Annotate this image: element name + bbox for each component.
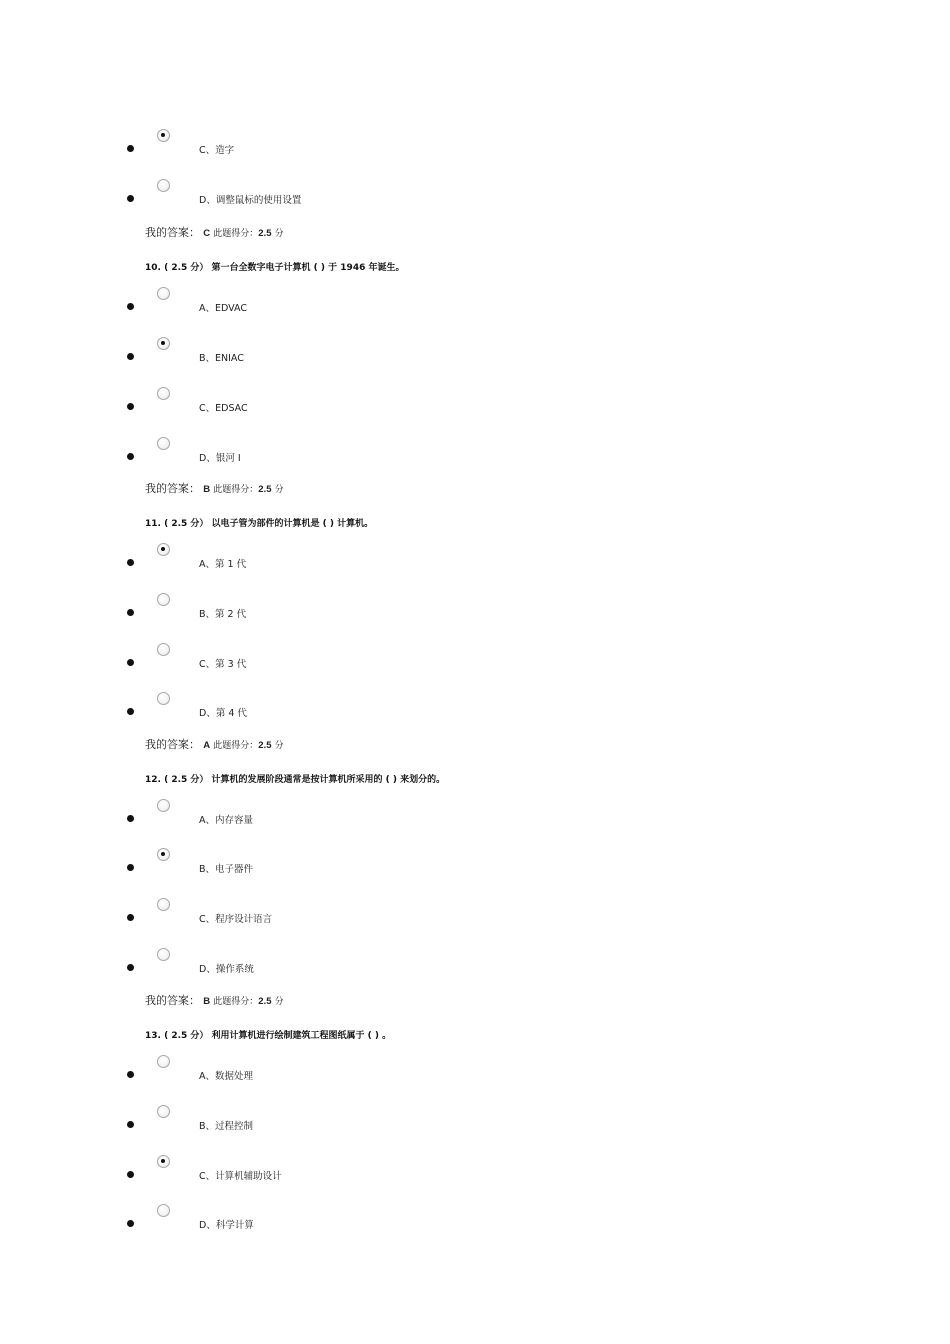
radio-button[interactable] (157, 898, 170, 911)
option-label: C、造字 (199, 145, 235, 156)
q10-option-a[interactable] (0, 287, 950, 327)
q10-title: 10. ( 2.5 分） 第一台全数字电子计算机 ( ) 于 1946 年诞生。 (145, 263, 405, 273)
option-label: C、第 3 代 (199, 659, 247, 670)
radio-button[interactable] (157, 1155, 170, 1168)
score-label: 此题得分： (213, 485, 259, 495)
q9-answer-line (145, 225, 284, 241)
option-label: A、第 1 代 (199, 559, 247, 570)
score-unit: 分 (274, 229, 284, 239)
bullet-icon (127, 195, 134, 202)
option-label: D、调整鼠标的使用设置 (199, 195, 302, 206)
score-value: 2.5 (258, 484, 272, 495)
bullet-icon (127, 609, 134, 616)
q12-answer-line (145, 993, 284, 1009)
bullet-icon (127, 708, 134, 715)
radio-button[interactable] (157, 437, 170, 450)
q10-option-b[interactable] (0, 337, 950, 377)
radio-button[interactable] (157, 337, 170, 350)
bullet-icon (127, 403, 134, 410)
q11-answer-line (145, 737, 284, 753)
q13-option-c[interactable] (0, 1155, 950, 1195)
bullet-icon (127, 559, 134, 566)
bullet-icon (127, 1121, 134, 1128)
option-label: B、过程控制 (199, 1121, 254, 1132)
bullet-icon (127, 1071, 134, 1078)
score-unit: 分 (274, 741, 284, 751)
answer-prefix: 我的答案： (145, 994, 200, 1007)
q12-option-c[interactable] (0, 898, 950, 938)
radio-button[interactable] (157, 948, 170, 961)
bullet-icon (127, 145, 134, 152)
option-label: D、第 4 代 (199, 708, 247, 719)
q11-option-d[interactable] (0, 692, 950, 732)
score-unit: 分 (274, 997, 284, 1007)
score-label: 此题得分： (213, 997, 259, 1007)
q13-title: 13. ( 2.5 分） 利用计算机进行绘制建筑工程图纸属于 ( ) 。 (145, 1031, 392, 1041)
q11-option-a[interactable] (0, 543, 950, 583)
option-label: D、操作系统 (199, 964, 254, 975)
radio-button[interactable] (157, 287, 170, 300)
option-label: D、银河 I (199, 453, 241, 464)
q10-option-d[interactable] (0, 437, 950, 477)
option-label: C、EDSAC (199, 403, 248, 414)
radio-button[interactable] (157, 1055, 170, 1068)
q9-option-c[interactable] (0, 129, 950, 169)
q10-answer-line (145, 481, 284, 497)
bullet-icon (127, 1171, 134, 1178)
answer-prefix: 我的答案： (145, 482, 200, 495)
bullet-icon (127, 353, 134, 360)
q11-title: 11. ( 2.5 分） 以电子管为部件的计算机是 ( ) 计算机。 (145, 519, 374, 529)
radio-button[interactable] (157, 179, 170, 192)
score-unit: 分 (274, 485, 284, 495)
radio-button[interactable] (157, 129, 170, 142)
bullet-icon (127, 453, 134, 460)
answer-prefix: 我的答案： (145, 226, 200, 239)
answer-value: B (203, 484, 211, 495)
q11-option-b[interactable] (0, 593, 950, 633)
bullet-icon (127, 303, 134, 310)
score-value: 2.5 (258, 740, 272, 751)
q13-option-a[interactable] (0, 1055, 950, 1095)
score-label: 此题得分： (213, 229, 259, 239)
bullet-icon (127, 1220, 134, 1227)
score-value: 2.5 (258, 228, 272, 239)
q13-option-d[interactable] (0, 1204, 950, 1244)
radio-button[interactable] (157, 1105, 170, 1118)
q12-title: 12. ( 2.5 分） 计算机的发展阶段通常是按计算机所采用的 ( ) 来划分的。 (145, 775, 446, 785)
radio-button[interactable] (157, 1204, 170, 1217)
radio-button[interactable] (157, 387, 170, 400)
option-label: B、第 2 代 (199, 609, 247, 620)
q12-option-b[interactable] (0, 848, 950, 888)
radio-button[interactable] (157, 543, 170, 556)
bullet-icon (127, 864, 134, 871)
radio-button[interactable] (157, 643, 170, 656)
q9-option-d[interactable] (0, 179, 950, 219)
bullet-icon (127, 964, 134, 971)
q12-option-a[interactable] (0, 799, 950, 839)
option-label: A、EDVAC (199, 303, 248, 314)
q12-option-d[interactable] (0, 948, 950, 988)
q13-option-b[interactable] (0, 1105, 950, 1145)
q11-option-c[interactable] (0, 643, 950, 683)
option-label: C、程序设计语言 (199, 914, 273, 925)
radio-button[interactable] (157, 593, 170, 606)
answer-value: C (203, 228, 211, 239)
option-label: B、ENIAC (199, 353, 244, 364)
answer-prefix: 我的答案： (145, 738, 200, 751)
option-label: A、数据处理 (199, 1071, 253, 1082)
radio-button[interactable] (157, 848, 170, 861)
bullet-icon (127, 914, 134, 921)
radio-button[interactable] (157, 799, 170, 812)
answer-value: B (203, 996, 211, 1007)
option-label: D、科学计算 (199, 1220, 254, 1231)
score-label: 此题得分： (213, 741, 259, 751)
radio-button[interactable] (157, 692, 170, 705)
answer-value: A (203, 740, 211, 751)
option-label: C、计算机辅助设计 (199, 1171, 282, 1182)
bullet-icon (127, 815, 134, 822)
q10-option-c[interactable] (0, 387, 950, 427)
bullet-icon (127, 659, 134, 666)
score-value: 2.5 (258, 996, 272, 1007)
option-label: A、内存容量 (199, 815, 253, 826)
option-label: B、电子器件 (199, 864, 254, 875)
